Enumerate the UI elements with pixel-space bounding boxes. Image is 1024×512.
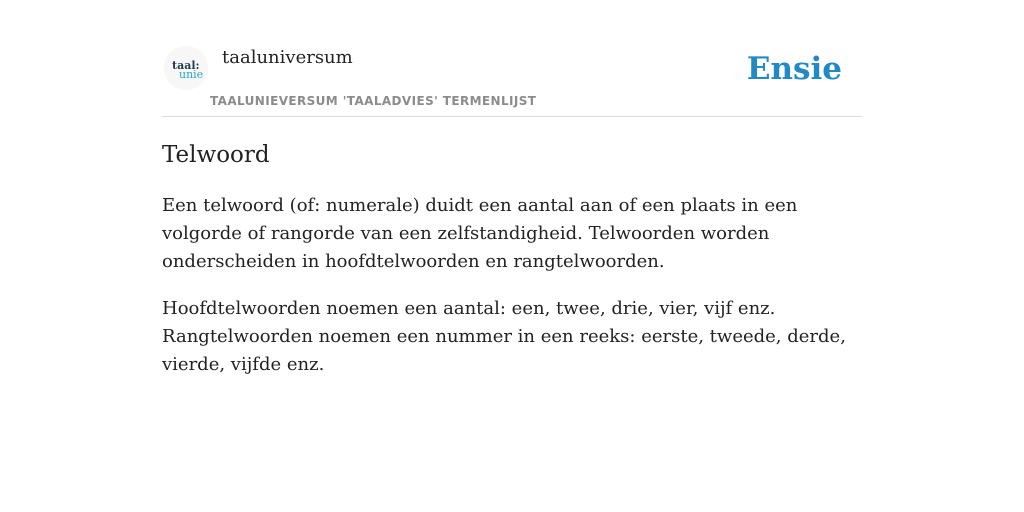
glossary-subtitle[interactable]: TAALUNIEVERSUM 'TAALADVIES' TERMENLIJST: [210, 94, 537, 108]
definition-body: [162, 192, 862, 398]
taalunie-logo[interactable]: [164, 46, 208, 90]
site-name[interactable]: taaluniversum: [222, 47, 353, 68]
header: [162, 0, 862, 117]
ensie-brand-link[interactable]: Ensie: [746, 51, 842, 87]
definition-paragraph: Een telwoord (of: numerale) duidt een aantal aan of een plaats in een volgorde of rangorde van een zelfstandigheid. Telwoorden worden onderscheiden in hoofdtelwoorden en rangtelwoorden.: [162, 195, 798, 272]
page-container: [162, 0, 862, 375]
logo-text-taal: taal:: [172, 59, 200, 72]
page-title: Telwoord: [162, 142, 270, 168]
logo-text-unie: unie: [179, 68, 204, 81]
definition-paragraph: Hoofdtelwoorden noemen een aantal: een, twee, drie, vier, vijf enz. Rangtelwoorden noemen een nummer in een reeks: eerste, tweede, derde, vierde, vijfde enz.: [162, 298, 846, 375]
